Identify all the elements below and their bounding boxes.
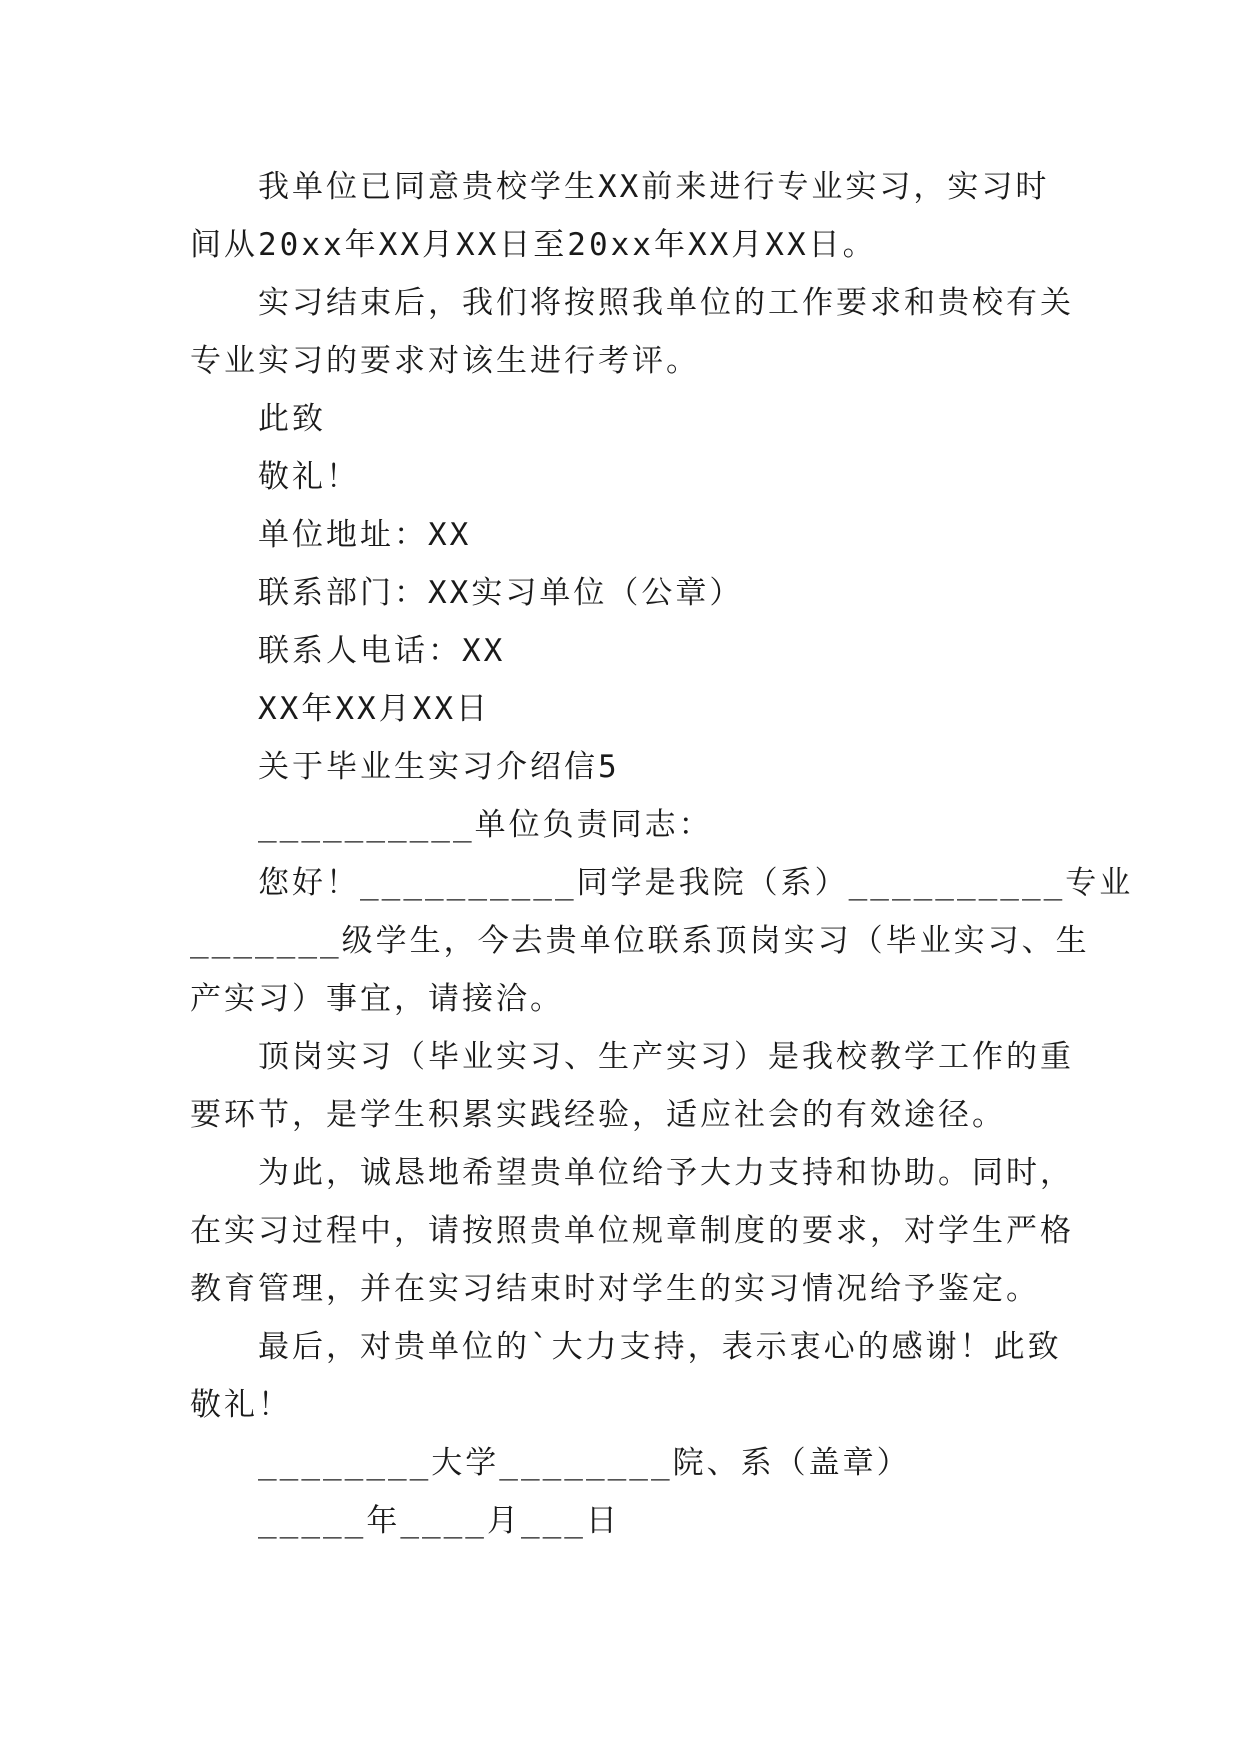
paragraph-line: 最后，对贵单位的`大力支持，表示衷心的感谢！此致 xyxy=(258,1329,1062,1365)
signature-date: _____年____月___日 xyxy=(258,1503,620,1539)
paragraph-line: 顶岗实习（毕业实习、生产实习）是我校教学工作的重 xyxy=(258,1039,1074,1075)
paragraph-line: 间从20xx年XX月XX日至20xx年XX月XX日。 xyxy=(190,227,877,263)
paragraph-line: 在实习过程中，请按照贵单位规章制度的要求，对学生严格 xyxy=(190,1213,1074,1249)
paragraph-line: 实习结束后，我们将按照我单位的工作要求和贵校有关 xyxy=(258,285,1074,321)
paragraph-line: 专业实习的要求对该生进行考评。 xyxy=(190,343,700,379)
paragraph-line: 我单位已同意贵校学生XX前来进行专业实习，实习时 xyxy=(258,169,1050,205)
contact-department: 联系部门：XX实习单位（公章） xyxy=(258,575,744,611)
signature-line: ________大学________院、系（盖章） xyxy=(258,1445,911,1481)
letter-date: XX年XX月XX日 xyxy=(258,691,490,727)
salutation: __________单位负责同志： xyxy=(258,807,713,843)
paragraph-line: 您好！__________同学是我院（系）__________专业 xyxy=(258,865,1134,901)
letter-heading: 关于毕业生实习介绍信5 xyxy=(258,749,620,785)
closing-line: 敬礼！ xyxy=(190,1387,292,1423)
paragraph-line: 产实习）事宜，请接洽。 xyxy=(190,981,564,1017)
paragraph-line: _______级学生，今去贵单位联系顶岗实习（毕业实习、生 xyxy=(190,923,1090,959)
paragraph-line: 要环节，是学生积累实践经验，适应社会的有效途径。 xyxy=(190,1097,1006,1133)
paragraph-line: 教育管理，并在实习结束时对学生的实习情况给予鉴定。 xyxy=(190,1271,1040,1307)
closing-line: 敬礼！ xyxy=(258,459,360,495)
unit-address: 单位地址：XX xyxy=(258,517,472,553)
closing-line: 此致 xyxy=(258,401,326,437)
contact-phone: 联系人电话：XX xyxy=(258,633,506,669)
paragraph-line: 为此，诚恳地希望贵单位给予大力支持和协助。同时， xyxy=(258,1155,1074,1191)
